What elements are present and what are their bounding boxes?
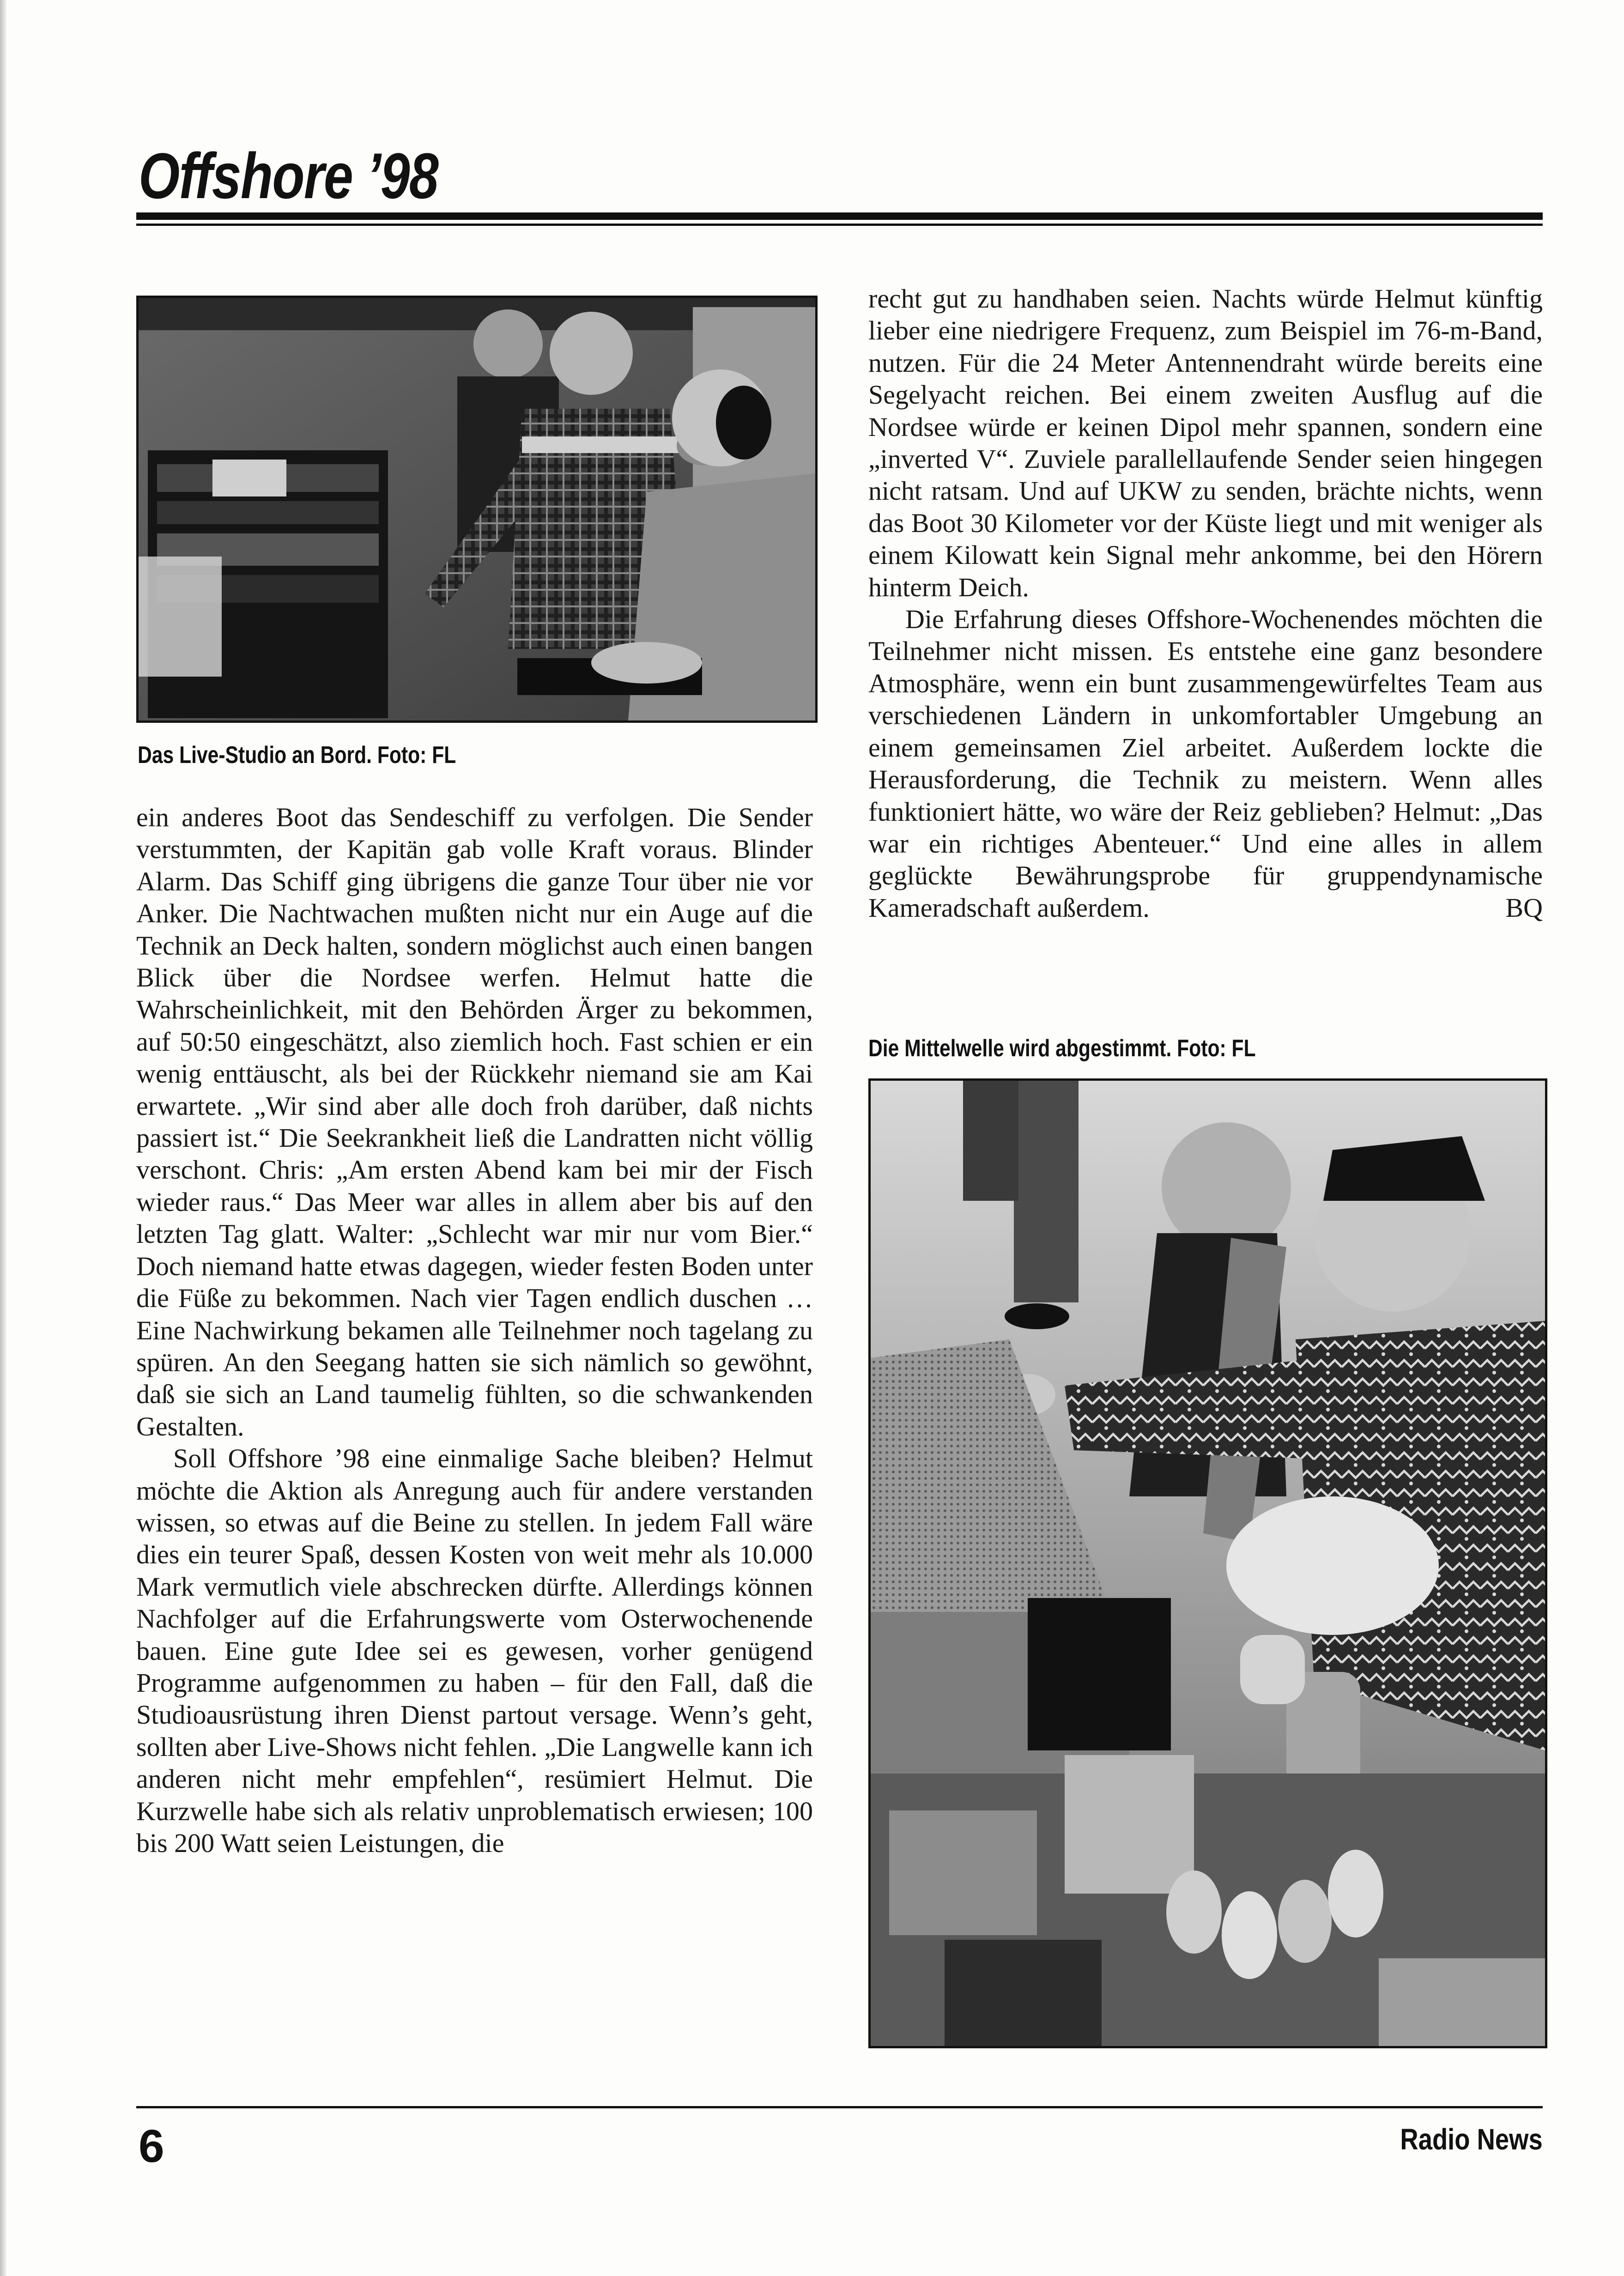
article-paragraph: ein anderes Boot das Sendeschiff zu verfolgen. Die Sender verstummten, der Kapitän gab volle Kraft voraus. Blinder Alarm. Das Schiff ging übrigens die ganze Tour über nie vor Anker. Die Nachtwachen mußten nicht nur ein Auge auf die Technik an Deck halten, sondern möglichst auch einen bangen Blick über die Nordsee werfen. Helmut hatte die Wahrscheinlichkeit, mit den Behörden Ärger zu bekommen, auf 50:50 eingeschätzt, also ziemlich hoch. Fast schien er ein wenig enttäuscht, als bei der Rückkehr niemand sie am Kai erwartete. „Wir sind aber alle doch froh darüber, daß nichts passiert ist.“ Die Seekrankheit ließ die Landratten nicht völlig verschont. Chris: „Am ersten Abend kam bei mir der Fisch wieder raus.“ Das Meer war alles in allem aber bis auf den letzten Tag glatt. Walter: „Schlecht war mir nur vom Bier.“ Doch niemand hatte etwas dagegen, wieder festen Boden unter die Füße zu bekommen. Nach vier Tagen endlich duschen … Eine Nachwirkung bekamen alle Teilnehmer noch tagelang zu spüren. An den Seegang hatten sie sich nämlich so gewöhnt, daß sie sich an Land taumelig fühlten, so die schwankenden Gestalten. [136, 802, 813, 1441]
page-number: 6 [139, 2120, 164, 2172]
page-title: Offshore ’98 [139, 139, 438, 212]
medium-wave-photo-image [871, 1081, 1545, 2046]
studio-photo [136, 296, 818, 723]
page-edge [0, 0, 6, 2276]
medium-wave-photo [868, 1078, 1547, 2048]
studio-photo-caption: Das Live-Studio an Bord. Foto: FL [138, 742, 456, 769]
article-paragraph-text: Die Erfahrung dieses Offshore-Wochenendes möchten die Teilnehmer nicht missen. Es entstehe eine ganz besondere Atmosphäre, wenn ein bunt zusammengewürfeltes Team aus verschiedenen Ländern in unkomfortabler Umgebung an einem gemeinsamen Ziel arbeitet. Außerdem lockte die Herausforderung, die Technik zu meistern. Wenn alles funktioniert hätte, wo wäre der Reiz geblieben? Helmut: „Das war ein richtiges Abenteuer.“ Und eine alles in allem geglückte Bewährungsprobe für gruppendynamische Kameradschaft außerdem. [868, 604, 1543, 923]
article-paragraph [868, 603, 1543, 924]
header-rule-thin [136, 224, 1543, 226]
magazine-name: Radio News [1400, 2123, 1543, 2156]
article-column-left [136, 801, 813, 1859]
article-column-right [868, 283, 1543, 924]
studio-photo-image [139, 298, 815, 720]
article-paragraph: recht gut zu handhaben seien. Nachts würde Helmut künftig lieber eine niedrigere Frequenz, zum Beispiel im 76-m-Band, nutzen. Für die 24 Meter Antennendraht würde bereits eine Segelyacht reichen. Bei einem zweiten Ausflug auf die Nordsee würde er keinen Dipol mehr spannen, sondern eine „inverted V“. Zuviele parallellaufende Sender seien hingegen nicht ratsam. Und auf UKW zu senden, brächte nichts, wenn das Boot 30 Kilometer vor der Küste liegt und mit weniger als einem Kilowatt kein Signal mehr ankomme, bei den Hörern hinterm Deich. [868, 284, 1543, 602]
article-paragraph: Soll Offshore ’98 eine einmalige Sache bleiben? Helmut möchte die Aktion als Anregung auch für andere verstanden wissen, so etwas auf die Beine zu stellen. In jedem Fall wäre dies ein teurer Spaß, dessen Kosten von weit mehr als 10.000 Mark vermutlich viele abschrecken dürfte. Allerdings können Nachfolger auf die Erfahrungswerte vom Osterwochenende bauen. Eine gute Idee sei es gewesen, vorher genügend Programme aufgenommen zu haben – für den Fall, daß die Studioausrüstung ihren Dienst partout versage. Wenn’s geht, sollten aber Live-Shows nicht fehlen. „Die Langwelle kann ich anderen nicht mehr empfehlen“, resümiert Helmut. Die Kurzwelle habe sich als relativ unproblematisch erwiesen; 100 bis 200 Watt seien Leistungen, die [136, 1443, 813, 1858]
medium-wave-photo-caption: Die Mittelwelle wird abgestimmt. Foto: FL [868, 1035, 1256, 1062]
footer-rule [136, 2106, 1543, 2108]
header-rule [136, 212, 1543, 220]
author-signature: BQ [1505, 892, 1543, 923]
